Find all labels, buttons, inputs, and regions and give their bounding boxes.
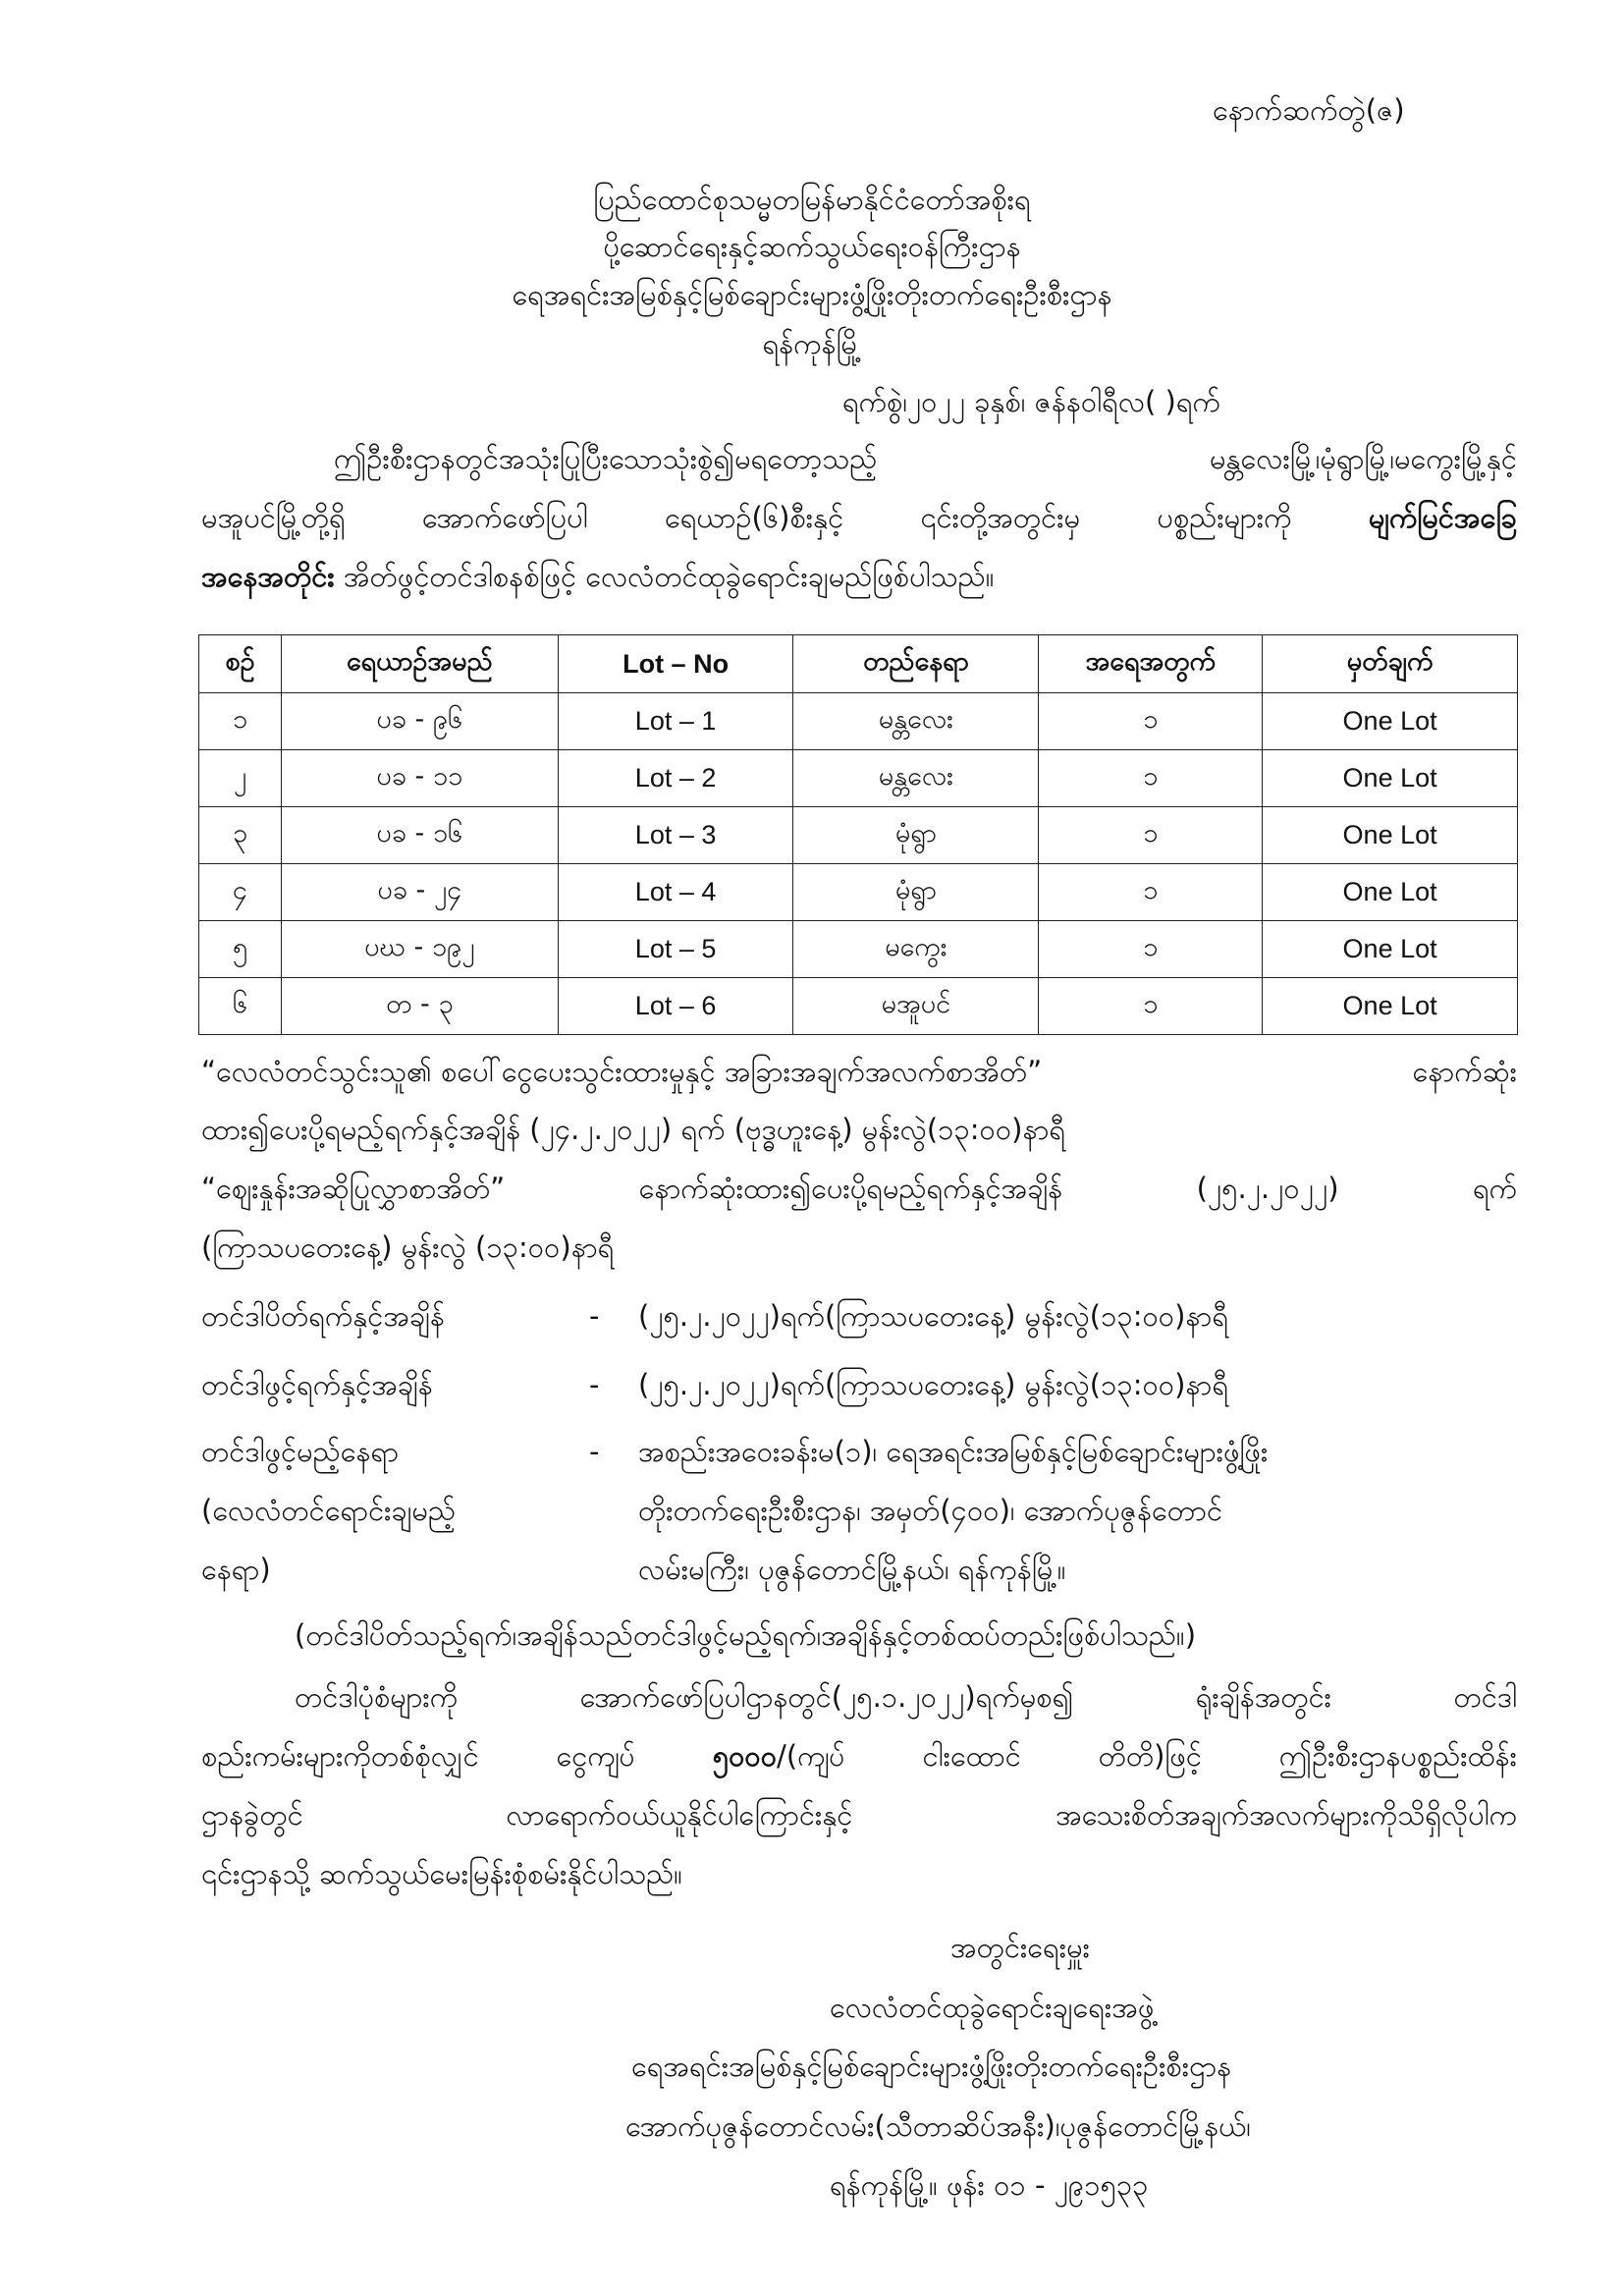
cell-vessel-name: ပခ - ၂၄: [281, 864, 558, 921]
signature-title: အတွင်းရေးမှူး: [950, 1931, 1090, 1964]
cell-serial: ၅: [199, 921, 282, 978]
location-dash: -: [589, 1435, 600, 1468]
deadline-2-day-word: ရက်: [1472, 1172, 1517, 1205]
col-header-serial: စဉ်: [199, 635, 282, 693]
tender-open-dash: -: [589, 1368, 600, 1401]
purchase-line-1-a: တင်ဒါပုံစံများကို: [295, 1680, 459, 1714]
table-row: [199, 807, 1518, 864]
cell-remarks: One Lot: [1263, 864, 1518, 921]
cell-remarks: One Lot: [1263, 921, 1518, 978]
purchase-line-2-a: စည်းကမ်းများကိုတစ်စုံလျှင် ငွေကျပ်: [201, 1739, 713, 1773]
intro-line-3-text: အိတ်ဖွင့်တင်ဒါစနစ်ဖြင့် လေလံတင်ထုခွဲရောင်းချမည်ဖြစ်ပါသည်။: [334, 560, 995, 593]
location-value-1: အစည်းအဝေးခန်းမ(၁)၊ ရေအရင်းအမြစ်နှင့်မြစ်ချောင်းများဖွံ့ဖြိုး: [638, 1435, 1269, 1468]
intro-line-1: ဤဦးစီးဌာနတွင်အသုံးပြုပြီးသောသုံးစွဲ၍မရတော့သည့် မန္တလေးမြို့၊မုံရွာမြို့၊မကွေးမြို့နှင့်: [334, 442, 1517, 475]
location-label-2: (လေလံတင်ရောင်းချမည့်: [201, 1494, 457, 1527]
deadline-1-last: နောက်ဆုံး: [1412, 1055, 1517, 1088]
deadline-2-text: နောက်ဆုံးထား၍ပေးပို့ရမည့်ရက်နှင့်အချိန်: [638, 1172, 1063, 1205]
cell-serial: ၁: [199, 693, 282, 750]
cell-remarks: One Lot: [1263, 750, 1518, 807]
cell-vessel-name: ပဃ - ၁၉၂: [281, 921, 558, 978]
table-row: [199, 978, 1518, 1035]
purchase-line-2-b: /(ကျပ် ငါးထောင် တိတိ)ဖြင့် ဤဦးစီးဌာနပစ္စည်းထိန်း: [777, 1739, 1518, 1773]
cell-remarks: One Lot: [1263, 693, 1518, 750]
table-row: [199, 921, 1518, 978]
cell-lot-no: Lot – 4: [558, 864, 793, 921]
cell-location: မန္တလေး: [793, 693, 1039, 750]
cell-lot-no: Lot – 1: [558, 693, 793, 750]
purchase-line-1-c: ရုံးချိန်အတွင်း: [1195, 1680, 1332, 1714]
cell-quantity: ၁: [1039, 921, 1263, 978]
cell-location: မအူပင်: [793, 978, 1039, 1035]
deadline-2-line-2: (ကြာသပတေးနေ့) မွန်းလွဲ (၁၃:၀၀)နာရီ: [201, 1230, 615, 1264]
department-title: ရေအရင်းအမြစ်နှင့်မြစ်ချောင်းများဖွံ့ဖြိုးတိုးတက်ရေးဦးစီးဌာန: [512, 278, 1112, 311]
annex-label: နောက်ဆက်တွဲ(ဇ): [1213, 93, 1405, 127]
purchase-line-1-b: အောက်ဖော်ပြပါဌာနတွင်(၂၅.၁.၂၀၂၂)ရက်မှစ၍: [579, 1680, 1074, 1714]
government-title: ပြည်ထောင်စုသမ္မတမြန်မာနိုင်ငံတော်အစိုးရ: [593, 183, 1031, 216]
tender-close-label: တင်ဒါပိတ်ရက်နှင့်အချိန်: [201, 1299, 445, 1333]
cell-quantity: ၁: [1039, 978, 1263, 1035]
cell-vessel-name: ပခ - ၁၁: [281, 750, 558, 807]
cell-serial: ၂: [199, 750, 282, 807]
location-label-1: တင်ဒါဖွင့်မည့်နေရာ: [201, 1435, 400, 1468]
tender-close-value: (၂၅.၂.၂၀၂၂)ရက်(ကြာသပတေးနေ့) မွန်းလွဲ(၁၃:၀၀)နာရီ: [638, 1299, 1228, 1333]
table-row: [199, 864, 1518, 921]
col-header-remarks: မှတ်ချက်: [1263, 635, 1518, 693]
tender-open-value: (၂၅.၂.၂၀၂၂)ရက်(ကြာသပတေးနေ့) မွန်းလွဲ(၁၃:၀၀)နာရီ: [638, 1368, 1228, 1401]
deadline-2-line-1: [201, 1169, 1517, 1208]
cell-lot-no: Lot – 3: [558, 807, 793, 864]
location-value-2: တိုးတက်ရေးဦးစီးဌာန၊ အမှတ်(၄၀၀)၊ အောက်ပုဇွန်တောင်: [638, 1494, 1223, 1527]
purchase-line-1-d: တင်ဒါ: [1453, 1680, 1517, 1714]
cell-location: မုံရွာ: [793, 864, 1039, 921]
cell-quantity: ၁: [1039, 693, 1263, 750]
purchase-line-2: [201, 1736, 1517, 1776]
date-line: ရက်စွဲ၊၂၀၂၂ ခုနှစ်၊ ဇန်နဝါရီလ( )ရက်: [842, 385, 1220, 418]
cell-remarks: One Lot: [1263, 978, 1518, 1035]
col-header-lot-no: Lot – No: [558, 635, 793, 693]
signature-committee: လေလံတင်ထုခွဲရောင်းချရေးအဖွဲ့: [830, 1991, 1155, 2024]
cell-lot-no: Lot – 2: [558, 750, 793, 807]
intro-line-3: [201, 557, 994, 596]
deadline-2-envelope: “ဈေးနှုန်းအဆိုပြုလွှာစာအိတ်”: [201, 1172, 506, 1205]
signature-department: ရေအရင်းအမြစ်နှင့်မြစ်ချောင်းများဖွံ့ဖြိုးတိုးတက်ရေးဦးစီးဌာန: [631, 2050, 1232, 2083]
cell-serial: ၃: [199, 807, 282, 864]
purchase-fee: ၅၀၀၀: [712, 1739, 778, 1773]
cell-serial: ၆: [199, 978, 282, 1035]
deadline-1-envelope: “လေလံတင်သွင်းသူ၏ စပေါ်ငွေပေးသွင်းထားမှုနှင့် အခြားအချက်အလက်စာအိတ်”: [201, 1055, 1043, 1088]
ministry-title: ပို့ဆောင်ရေးနှင့်ဆက်သွယ်ရေးဝန်ကြီးဌာန: [603, 230, 1021, 263]
signature-address: အောက်ပုဇွန်တောင်လမ်း(သီတာဆိပ်အနီး)၊ပုဇွန်တောင်မြို့နယ်၊: [625, 2109, 1251, 2143]
deadline-1-line-1: [201, 1052, 1517, 1091]
deadline-2-date: (၂၅.၂.၂၀၂၂): [1196, 1172, 1339, 1205]
cell-location: မကွေး: [793, 921, 1039, 978]
cell-lot-no: Lot – 5: [558, 921, 793, 978]
city-title: ရန်ကုန်မြို့: [762, 327, 862, 360]
cell-remarks: One Lot: [1263, 807, 1518, 864]
deadline-1-line-2: ထား၍ပေးပို့ရမည့်ရက်နှင့်အချိန် (၂၄.၂.၂၀၂၂) ရက် (ဗုဒ္ဓဟူးနေ့) မွန်းလွဲ(၁၃:၀၀)နာရီ: [201, 1113, 1066, 1146]
cell-location: မုံရွာ: [793, 807, 1039, 864]
location-label-3: နေရာ): [201, 1553, 271, 1586]
table-row: [199, 750, 1518, 807]
intro-emphasis-1: မျက်မြင်အခြေ: [1368, 501, 1517, 534]
intro-emphasis-2: အနေအတိုင်း: [201, 560, 335, 593]
cell-vessel-name: ပခ - ၉၆: [281, 693, 558, 750]
intro-line-2-text: မအူပင်မြို့တို့ရှိ အောက်ဖော်ပြပါ ရေယာဉ်(၆)စီးနှင့် ၎င်းတို့အတွင်းမှ ပစ္စည်းများကို: [201, 501, 1369, 534]
intro-line-2: [201, 498, 1517, 537]
cell-location: မန္တလေး: [793, 750, 1039, 807]
location-value-3: လမ်းမကြီး၊ ပုဇွန်တောင်မြို့နယ်၊ ရန်ကုန်မြို့။: [638, 1553, 1066, 1586]
cell-serial: ၄: [199, 864, 282, 921]
purchase-line-3-b: လာရောက်ဝယ်ယူနိုင်ပါကြောင်းနှင့်: [506, 1798, 853, 1831]
col-header-quantity: အရေအတွက်: [1039, 635, 1263, 693]
cell-quantity: ၁: [1039, 807, 1263, 864]
table-row: [199, 693, 1518, 750]
cell-lot-no: Lot – 6: [558, 978, 793, 1035]
cell-vessel-name: ပခ - ၁၆: [281, 807, 558, 864]
col-header-location: တည်နေရာ: [793, 635, 1039, 693]
col-header-vessel-name: ရေယာဉ်အမည်: [281, 635, 558, 693]
signature-phone: ရန်ကုန်မြို့။ ဖုန်း ၀၁ - ၂၉၁၅၃၃: [830, 2168, 1149, 2202]
cell-quantity: ၁: [1039, 864, 1263, 921]
purchase-line-3-c: အသေးစိတ်အချက်အလက်များကိုသိရှိလိုပါက: [1056, 1798, 1517, 1831]
timing-note: (တင်ဒါပိတ်သည့်ရက်၊အချိန်သည်တင်ဒါဖွင့်မည့်ရက်၊အချိန်နှင့်တစ်ထပ်တည်းဖြစ်ပါသည်။): [295, 1618, 1197, 1652]
purchase-line-4: ၎င်းဌာနသို့ ဆက်သွယ်မေးမြန်းစုံစမ်းနိုင်ပါသည်။: [201, 1857, 682, 1890]
tender-close-dash: -: [589, 1299, 600, 1333]
purchase-line-1: [295, 1677, 1517, 1717]
vessel-lot-table: [198, 634, 1518, 1035]
cell-vessel-name: တ - ၃: [281, 978, 558, 1035]
purchase-line-3: [201, 1795, 1517, 1834]
table-header-row: [199, 635, 1518, 693]
purchase-line-3-a: ဌာနခွဲတွင်: [201, 1798, 303, 1831]
cell-quantity: ၁: [1039, 750, 1263, 807]
tender-open-label: တင်ဒါဖွင့်ရက်နှင့်အချိန်: [201, 1368, 433, 1401]
